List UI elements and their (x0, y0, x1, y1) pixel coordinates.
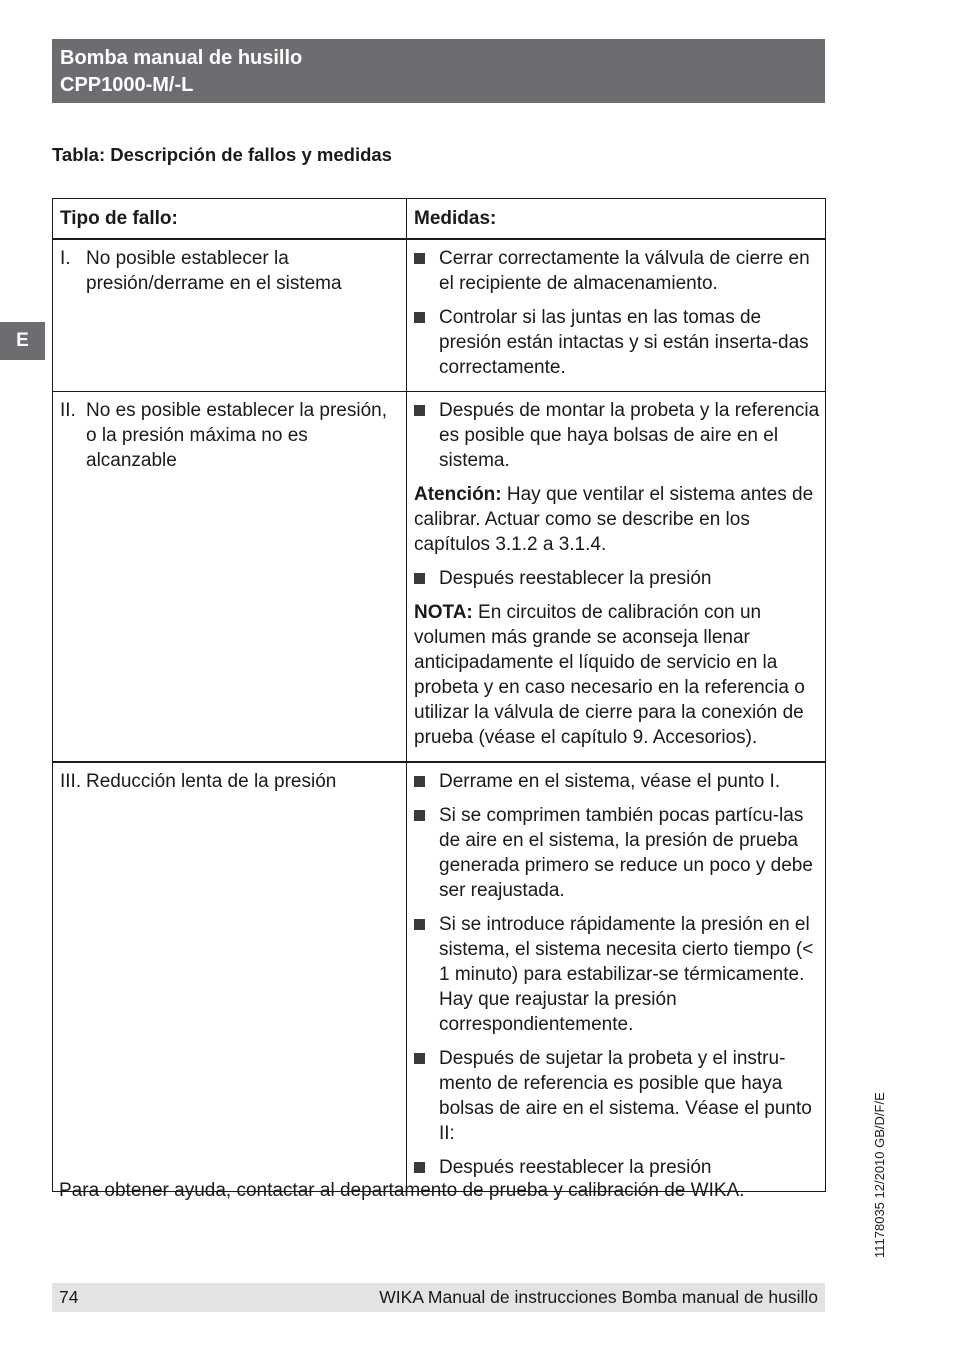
measure-text: Si se introduce rápidamente la presión en el sistema, el sistema necesita cierto tiempo (< 1 minuto) para estabilizar-se térmicamente. Hay que reajustar la presión correspondientemente. (439, 914, 814, 1035)
header-fault-type: Tipo de fallo: (53, 199, 407, 240)
measure-bullet (414, 1155, 821, 1180)
faults-table (52, 198, 826, 1192)
square-bullet-icon (414, 803, 439, 903)
square-bullet-icon (414, 1046, 439, 1146)
note-text: En circuitos de calibración con un volumen más grande se aconseja llenar anticipadamente el líquido de servicio en la probeta y en caso necesario en la referencia o utilizar la válvula de cierre para la conexión de prueba (véase el capítulo 9. Accesorios). (414, 602, 805, 748)
language-tab: E (0, 322, 45, 360)
fault-entry (60, 246, 399, 296)
page-number: 74 (59, 1287, 79, 1307)
note-label: Atención: (414, 484, 502, 505)
measure-bullet (414, 769, 821, 794)
measure-bullet (414, 566, 821, 591)
measure-bullet (414, 912, 821, 1037)
note-text: Hay que ventilar el sistema antes de calibrar. Actuar como se describe en los capítulos 3.1.2 a 3.1.4. (414, 484, 814, 555)
fault-number: I. (60, 248, 71, 269)
square-bullet-icon (414, 912, 439, 1037)
measure-note (414, 600, 821, 750)
measures-cell (407, 392, 826, 763)
square-bullet-icon (414, 246, 439, 296)
header-model: CPP1000-M/-L (60, 74, 194, 96)
measure-text: Después de montar la probeta y la referencia es posible que haya bolsas de aire en el sistema. (439, 400, 820, 471)
measure-text: Controlar si las juntas en las tomas de presión están intactas y si están inserta-das correctamente. (439, 307, 809, 378)
fault-description: Reducción lenta de la presión (86, 771, 337, 792)
fault-cell (53, 239, 407, 392)
table-header-row (53, 199, 826, 240)
measure-text: Derrame en el sistema, véase el punto I. (439, 771, 781, 792)
footer-title: WIKA Manual de instrucciones Bomba manual de husillo (379, 1287, 818, 1307)
header-bar (52, 39, 825, 103)
fault-description: No es posible establecer la presión, o la presión máxima no es alcanzable (86, 400, 388, 471)
fault-description: No posible establecer la presión/derrame en el sistema (86, 248, 342, 294)
measures-cell (407, 239, 826, 392)
square-bullet-icon (414, 769, 439, 794)
footer-bar (52, 1283, 825, 1312)
measure-bullet (414, 398, 821, 473)
square-bullet-icon (414, 398, 439, 473)
table-row (53, 392, 826, 763)
document-code: 11178035 12/2010 GB/D/F/E (872, 1092, 887, 1258)
square-bullet-icon (414, 566, 439, 591)
table-caption: Tabla: Descripción de fallos y medidas (52, 144, 392, 165)
note-label: NOTA: (414, 602, 473, 623)
measure-text: Después de sujetar la probeta y el instru-mento de referencia es posible que haya bolsas de aire en el sistema. Véase el punto II: (439, 1048, 812, 1144)
fault-cell (53, 392, 407, 763)
header-measures: Medidas: (407, 199, 826, 240)
measure-text: Después reestablecer la presión (439, 1157, 712, 1178)
measure-bullet (414, 1046, 821, 1146)
measure-bullet (414, 305, 821, 380)
fault-number: III. (60, 771, 82, 792)
measure-text: Cerrar correctamente la válvula de cierre en el recipiente de almacenamiento. (439, 248, 810, 294)
measure-text: Después reestablecer la presión (439, 568, 712, 589)
square-bullet-icon (414, 1155, 439, 1180)
measure-note (414, 482, 821, 557)
table-row (53, 239, 826, 392)
measures-cell (407, 762, 826, 1192)
measure-bullet (414, 803, 821, 903)
measure-bullet (414, 246, 821, 296)
header-title: Bomba manual de husillo (60, 47, 303, 69)
square-bullet-icon (414, 305, 439, 380)
measure-text: Si se comprimen también pocas partícu-las de aire en el sistema, la presión de prueba generada primero se reduce un poco y debe ser reajustada. (439, 805, 813, 901)
fault-cell (53, 762, 407, 1192)
help-text: Para obtener ayuda, contactar al departamento de prueba y calibración de WIKA. (59, 1180, 745, 1201)
table-row (53, 762, 826, 1192)
fault-number: II. (60, 400, 76, 421)
fault-entry (60, 769, 399, 794)
fault-entry (60, 398, 399, 473)
